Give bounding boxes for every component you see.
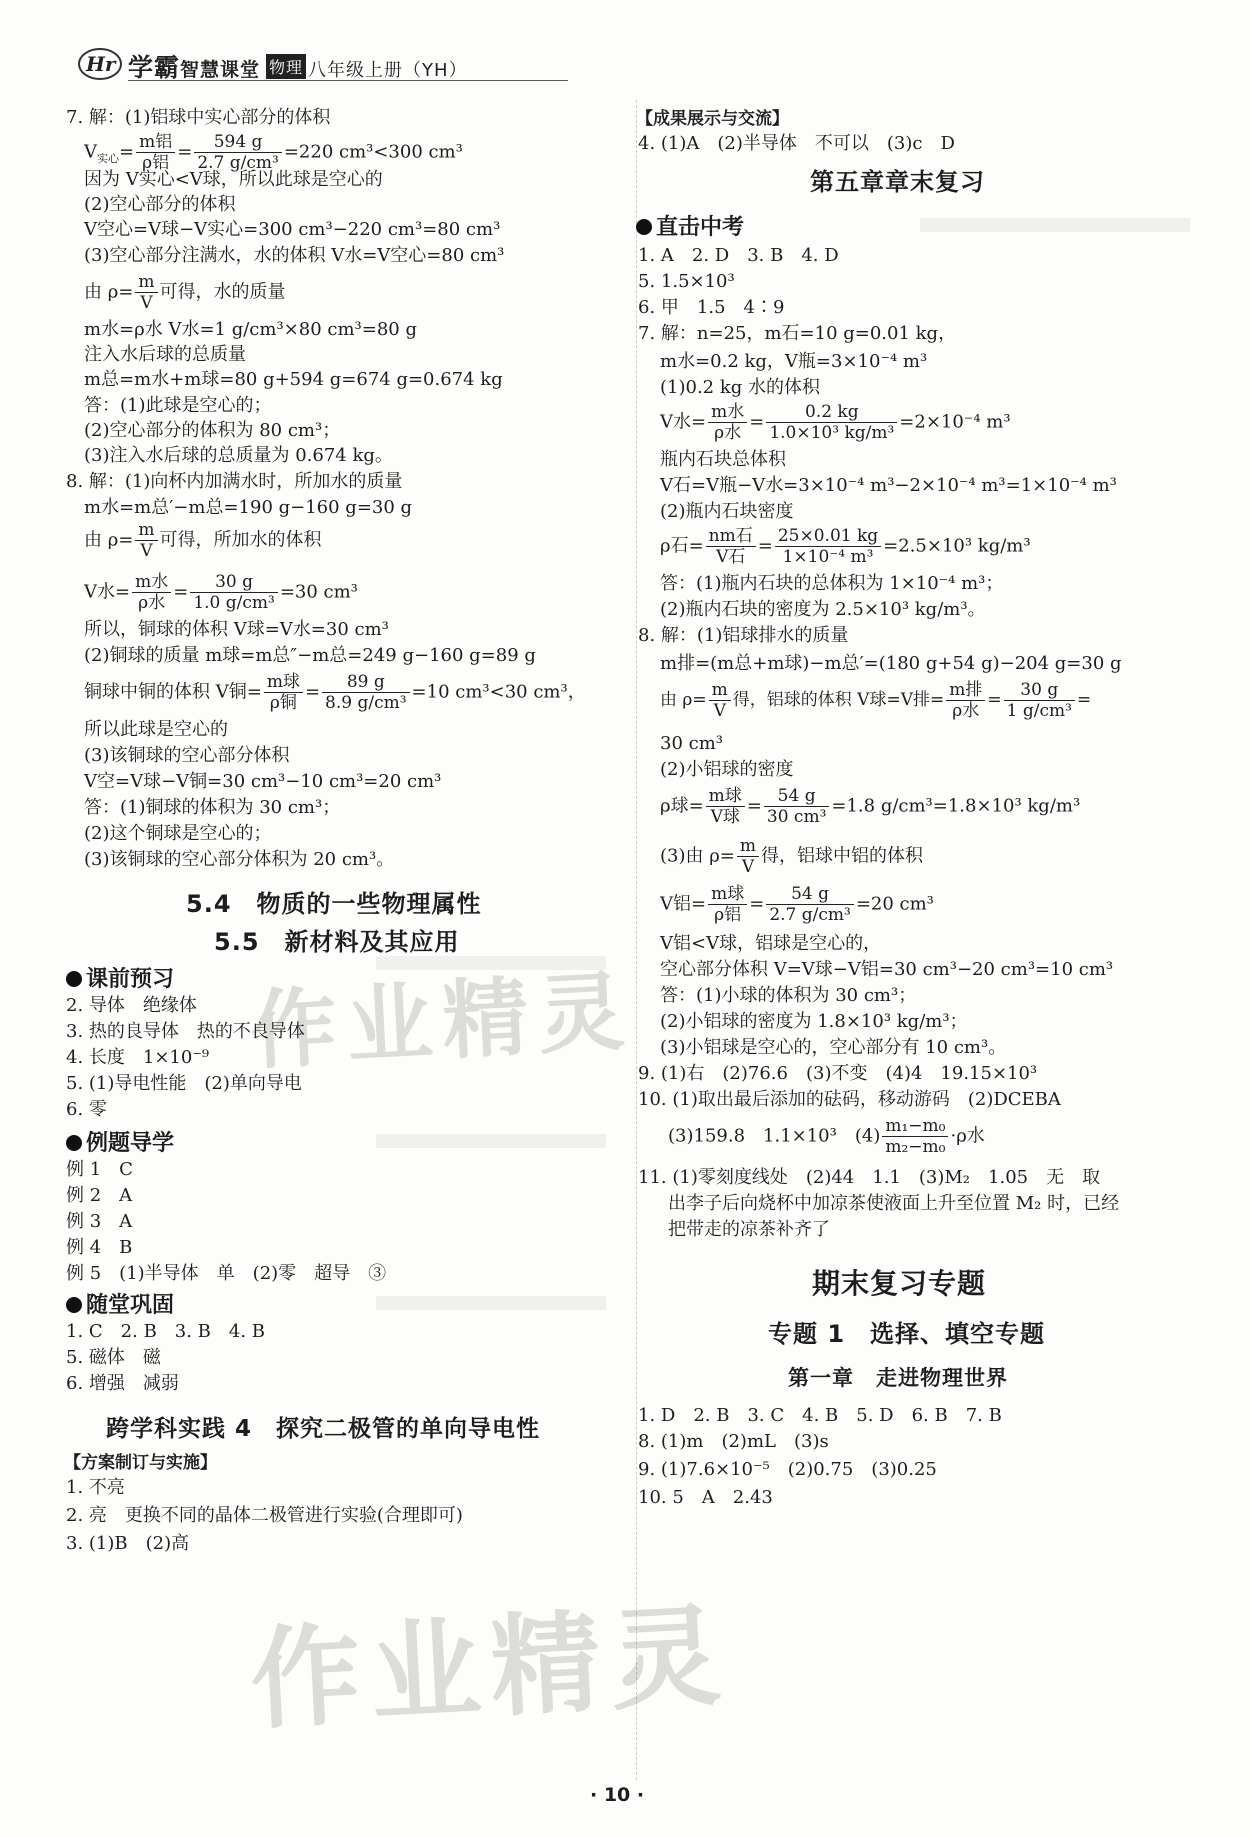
subsection-heading: 直击中考 [636, 210, 744, 241]
formula-line: 由 ρ= $\frac{m}{V}$ 可得，水的质量 [84, 272, 286, 313]
answer-line: 所以此球是空心的 [84, 719, 228, 740]
bracket-heading: 【方案制订与实施】 [64, 1453, 217, 1473]
list-item: 1. C 2. B 3. B 4. B [66, 1321, 266, 1342]
page-number: · 10 · [590, 1784, 645, 1806]
subject-badge: 物理 [266, 54, 306, 79]
list-item: 8. (1)m (2)mL (3)s [638, 1431, 829, 1452]
chapter-title: 期末复习专题 [812, 1267, 987, 1300]
answer-line: 答：(1)小球的体积为 30 cm³； [660, 985, 917, 1006]
section-title: 跨学科实践 4 探究二极管的单向导电性 [106, 1416, 541, 1442]
list-item: 1. 不亮 [66, 1477, 125, 1498]
list-item: 11. (1)零刻度线处 (2)44 1.1 (3)M₂ 1.05 无 取 [638, 1167, 1101, 1188]
answer-line: V铝<V球，铝球是空心的， [660, 933, 882, 954]
section-title: 5.4 物质的一些物理属性 [186, 890, 482, 918]
formula-line: (3)由 ρ= $\frac{m}{V}$ 得，铝球中铝的体积 [660, 836, 924, 877]
list-item: 1. D 2. B 3. C 4. B 5. D 6. B 7. B [638, 1405, 1002, 1426]
list-item: 5. (1)导电性能 (2)单向导电 [66, 1073, 302, 1094]
list-item: 4. (1)A (2)半导体 不可以 (3)c D [638, 133, 955, 154]
brand-logo-icon [76, 46, 124, 82]
subsection-heading: 课前预习 [66, 962, 174, 993]
subsection-heading: 随堂巩固 [66, 1288, 174, 1319]
list-item: 6. 增强 减弱 [66, 1373, 179, 1394]
list-item: 9. (1)右 (2)76.6 (3)不变 (4)4 19.15×10³ [638, 1063, 1038, 1084]
section-title: 专题 1 选择、填空专题 [768, 1320, 1046, 1348]
answer-line: (2)小铝球的密度 [660, 759, 794, 780]
column-divider [636, 100, 637, 1780]
answer-line: (2)瓶内石块的密度为 2.5×10³ kg/m³。 [660, 599, 986, 620]
subsection-heading: 例题导学 [66, 1126, 174, 1157]
answer-line: 所以，铜球的体积 V球=V水=30 cm³ [84, 619, 389, 640]
brand-name: 学霸 [128, 53, 181, 82]
list-item: 10. 5 A 2.43 [638, 1487, 773, 1508]
formula-line: ρ石= $\frac{\text{nm石}}{\text{V石}}$ = $\frac{25\times 0.01 kg}{\text{1×10⁻⁴ m³}}$ =2.5×10³ kg/m³ [660, 526, 1031, 567]
brand-title [128, 48, 468, 84]
bullet-icon [66, 971, 82, 987]
svg-text:Hr: Hr [86, 52, 116, 76]
list-item: 3. 热的良导体 热的不良导体 [66, 1021, 305, 1042]
bracket-heading: 【成果展示与交流】 [636, 109, 789, 129]
answer-line: 8. 解：(1)铝球排水的质量 [638, 625, 849, 646]
section-title: 5.5 新材料及其应用 [214, 928, 460, 956]
answer-line: 8. 解：(1)向杯内加满水时，所加水的质量 [66, 471, 403, 492]
faint-band [376, 1296, 606, 1310]
page-header [76, 44, 496, 84]
answer-line: V石=V瓶−V水=3×10⁻⁴ m³−2×10⁻⁴ m³=1×10⁻⁴ m³ [660, 475, 1117, 496]
bullet-icon [636, 219, 652, 235]
answer-line: (3)该铜球的空心部分体积为 20 cm³。 [84, 849, 395, 870]
answer-line: (2)瓶内石块密度 [660, 501, 794, 522]
bullet-icon [66, 1297, 82, 1313]
formula-line: 由 ρ= $\frac{m}{V}$ 得，铝球的体积 V球=V排= $\frac{\text{m排}}{\text{ρ水}}$ = $\frac{30 g}{\text{1 g/cm³}}$ = [660, 680, 1092, 721]
answer-line: (1)0.2 kg 水的体积 [660, 377, 820, 398]
list-item: 6. 甲 1.5 4∶9 [638, 297, 785, 318]
formula-line: 由 ρ= $\frac{m}{V}$ 可得，所加水的体积 [84, 520, 322, 561]
answer-line: 空心部分体积 V=V球−V铝=30 cm³−20 cm³=10 cm³ [660, 959, 1114, 980]
answer-line: 答：(1)瓶内石块的总体积为 1×10⁻⁴ m³； [660, 573, 1004, 594]
grade-label: 八年级上册（YH） [308, 60, 468, 81]
watermark: 作业精灵 [248, 962, 637, 1082]
list-item: 例 3 A [66, 1211, 133, 1232]
header-rule [128, 80, 568, 81]
answer-line: (2)小铝球的密度为 1.8×10³ kg/m³； [660, 1011, 968, 1032]
answer-line: 30 cm³ [660, 733, 723, 754]
list-item: 4. 长度 1×10⁻⁹ [66, 1047, 210, 1068]
bullet-icon [66, 1135, 82, 1151]
answer-line: m水=ρ水 V水=1 g/cm³×80 cm³=80 g [84, 319, 417, 340]
answer-line: (2)这个铜球是空心的； [84, 823, 272, 844]
list-item: 10. (1)取出最后添加的砝码，移动游码 (2)DCEBA [638, 1089, 1061, 1110]
list-item: 6. 零 [66, 1099, 107, 1120]
answer-line: (2)铜球的质量 m球=m总″−m总=249 g−160 g=89 g [84, 645, 536, 666]
list-item: 把带走的凉茶补齐了 [668, 1219, 830, 1240]
list-item: 5. 磁体 磁 [66, 1347, 161, 1368]
list-item: 例 1 C [66, 1159, 133, 1180]
answer-line: m总=m水+m球=80 g+594 g=674 g=0.674 kg [84, 369, 503, 390]
formula-line: 铜球中铜的体积 V铜= $\frac{\text{m球}}{\text{ρ铜}}$ = $\frac{89 g}{\text{8.9 g/cm³}}$ =10 cm³<30 cm³， [84, 672, 586, 713]
answer-line: m水=m总′−m总=190 g−160 g=30 g [84, 497, 413, 518]
formula-line: (3)159.8 1.1×10³ (4) $\frac{\text{m₁−m₀}}{\text{m₂−m₀}}$ ·ρ水 [668, 1116, 985, 1157]
list-item: 例 4 B [66, 1237, 133, 1258]
watermark: 作业精灵 [247, 1591, 734, 1745]
list-item: 3. (1)B (2)高 [66, 1533, 190, 1554]
list-item: 例 5 (1)半导体 单 (2)零 超导 ③ [66, 1263, 387, 1284]
formula-line: V水= $\frac{\text{m水}}{\text{ρ水}}$ = $\frac{30 g}{\text{1.0 g/cm³}}$ =30 cm³ [84, 572, 358, 613]
answer-line: V空心=V球−V实心=300 cm³−220 cm³=80 cm³ [84, 219, 501, 240]
formula-line: V水= $\frac{\text{m水}}{\text{ρ水}}$ = $\frac{0.2 kg}{\text{1.0×10³ kg/m³}}$ =2×10⁻⁴ m³ [660, 402, 1011, 443]
brand-sub: 智慧课堂 [180, 59, 261, 81]
section-title: 第一章 走进物理世界 [788, 1366, 1008, 1390]
answer-line: (3)该铜球的空心部分体积 [84, 745, 290, 766]
list-item: 2. 亮 更换不同的晶体二极管进行实验(合理即可) [66, 1505, 463, 1526]
formula-line: V铝= $\frac{\text{m球}}{\text{ρ铝}}$ = $\frac{54 g}{\text{2.7 g/cm³}}$ =20 cm³ [660, 884, 934, 925]
list-item: 9. (1)7.6×10⁻⁵ (2)0.75 (3)0.25 [638, 1459, 937, 1480]
answer-line: (2)空心部分的体积为 80 cm³； [84, 420, 341, 441]
answer-line: V空=V球−V铜=30 cm³−10 cm³=20 cm³ [84, 771, 442, 792]
answer-line: 注入水后球的总质量 [84, 344, 246, 365]
answer-line: (3)注入水后球的总质量为 0.674 kg。 [84, 445, 393, 466]
answer-line: 7. 解：n=25，m石=10 g=0.01 kg， [638, 323, 957, 344]
formula-line: $V_{实心}=$ $\frac{\text{m铝}}{\text{ρ铝}}$ = $\frac{594 g}{\text{2.7 g/cm³}}$ =220 cm³<300 cm³ [84, 132, 463, 173]
list-item: 出李子后向烧杯中加凉茶使液面上升至位置 M₂ 时，已经 [668, 1193, 1120, 1214]
chapter-title: 第五章章末复习 [810, 168, 985, 196]
answer-line: 因为 V实心<V球，所以此球是空心的 [84, 169, 383, 190]
faint-band [920, 218, 1190, 232]
list-item: 1. A 2. D 3. B 4. D [638, 245, 839, 266]
answer-line: 瓶内石块总体积 [660, 449, 786, 470]
answer-line: 答：(1)铜球的体积为 30 cm³； [84, 797, 341, 818]
list-item: 5. 1.5×10³ [638, 271, 735, 292]
formula-line: ρ球= $\frac{\text{m球}}{\text{V球}}$ = $\frac{54 g}{\text{30 cm³}}$ =1.8 g/cm³=1.8×10³ kg/m³ [660, 786, 1081, 827]
answer-line: m水=0.2 kg，V瓶=3×10⁻⁴ m³ [660, 351, 928, 372]
faint-band [376, 1134, 606, 1148]
answer-line: 7. 解：(1)铝球中实心部分的体积 [66, 107, 331, 128]
answer-line: (3)空心部分注满水，水的体积 V水=V空心=80 cm³ [84, 245, 505, 266]
list-item: 例 2 A [66, 1185, 133, 1206]
answer-line: (2)空心部分的体积 [84, 194, 236, 215]
answer-line: 答：(1)此球是空心的； [84, 395, 272, 416]
list-item: 2. 导体 绝缘体 [66, 995, 197, 1016]
answer-line: m排=(m总+m球)−m总′=(180 g+54 g)−204 g=30 g [660, 653, 1122, 674]
answer-line: (3)小铝球是空心的，空心部分有 10 cm³。 [660, 1037, 1007, 1058]
